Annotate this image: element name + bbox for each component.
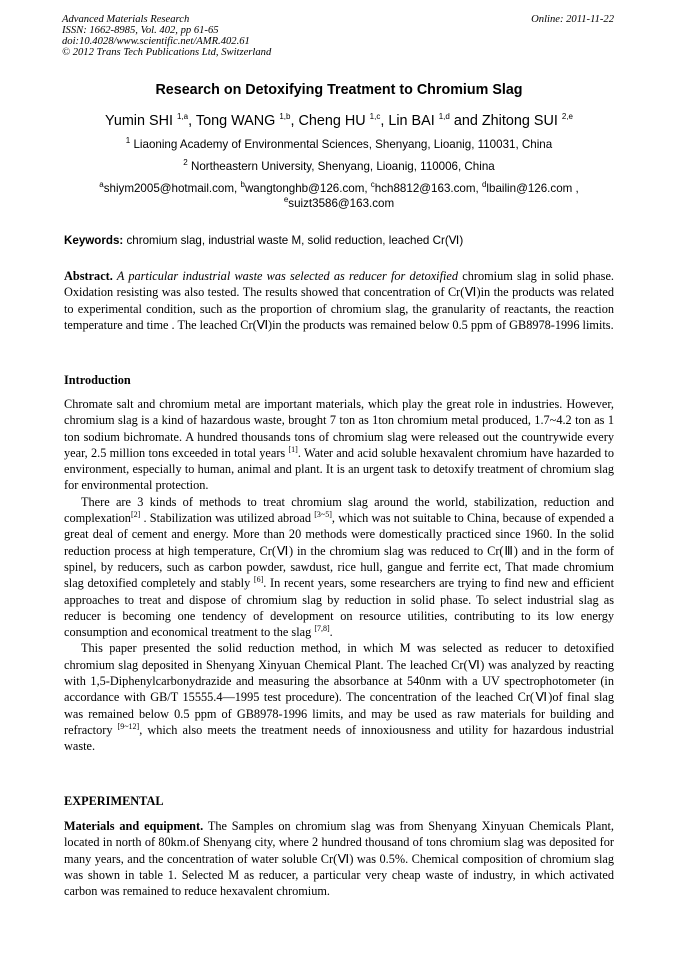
affiliation-mark: 2 [183, 158, 188, 168]
author-affil-mark: 2,e [561, 112, 573, 122]
author-name: Lin BAI [388, 113, 435, 129]
intro-text: This paper presented the solid reduction method, in which M was selected as reducer to detoxified chromium slag deposited in Shenyang Xinyuan Chemical Plant. The leached Cr(Ⅵ) was analyzed by reacting with 1,5-Diphenylcarbonydrazide and measuring the absorbance at 540nm with a UV spectrophotometer (in accordance with GB/T 15555.4—1995 test procedure). The concentration of the leached Cr(Ⅵ)of final slag was remained below 0.5 ppm of GB8978-1996 limits, and may be used as raw materials for building and refractory [64, 641, 614, 737]
email-address[interactable]: shiym2005@hotmail.com, [103, 182, 241, 195]
intro-text: . Water and acid soluble hexavalent chromium have hazarded to environment, especially to human, animal and plant. It is an urgent task to detoxify treatment of chromium slag for environmental protection. [64, 445, 615, 493]
author-name: Yumin SHI [105, 113, 173, 129]
author-separator: , [380, 113, 389, 129]
section-heading-introduction: Introduction [64, 373, 131, 387]
email-address[interactable]: hch8812@163.com, [374, 182, 482, 195]
issn-line: ISSN: 1662-8985, Vol. 402, pp 61-65 [62, 25, 219, 36]
citation[interactable]: [2] [130, 509, 141, 519]
email-mark: d [481, 180, 487, 190]
materials-label: Materials and equipment. [64, 819, 204, 833]
author-list [0, 113, 678, 129]
intro-paragraph-1 [64, 396, 614, 494]
email-mark: a [99, 180, 104, 190]
citation[interactable]: [9~12] [117, 721, 140, 731]
author-separator: , [290, 113, 299, 129]
email-address[interactable]: wangtonghb@126.com, [244, 182, 371, 195]
copyright-line: © 2012 Trans Tech Publications Ltd, Switzerland [62, 47, 272, 58]
author-separator: and [449, 113, 482, 129]
affiliation-text: Liaoning Academy of Environmental Sciences, Shenyang, Lioanig, 110031, China [133, 138, 553, 151]
section-heading-experimental: EXPERIMENTAL [64, 794, 164, 808]
intro-text: . In recent years, some researchers are trying to find new and efficient approaches to treat and dispose of chromium slag by reduction in solid phase. To select industrial slag as reducer is becoming one tendency of development on resource utilities, contributing to its low energy consumption and economical treatment to the slag [64, 576, 614, 640]
citation[interactable]: [6] [253, 575, 264, 585]
citation[interactable]: [1] [288, 444, 298, 454]
email-list [0, 181, 678, 211]
author-name: Tong WANG [195, 113, 276, 129]
abstract-paragraph [64, 268, 614, 333]
intro-text: Chromate salt and chromium metal are important materials, which play the great role in industries. However, chromium slag is a kind of hazardous waste, brought 7 ton as 1ton chromium metal produced, 1.7~4.2 ton as 1 ton sodium bichromate. A hundred thousands tons of chromium slag were released out the countrywide every year, 2.5 million tons exceeded in total years [64, 397, 614, 460]
experimental-paragraph [64, 818, 614, 899]
affiliation-mark: 1 [125, 136, 131, 146]
abstract-text: chromium slag in solid phase. Oxidation resisting was also tested. The results showed that concentration of Cr(Ⅵ)in the products was related to experimental condition, such as the proportion of chromium slag, the granularity of reactants, the reaction temperature and time . The leached Cr(Ⅵ)in the products was remained below 0.5 ppm of GB8978-1996 limits. [64, 269, 614, 332]
online-date: Online: 2011-11-22 [531, 14, 614, 25]
intro-paragraph-3 [64, 640, 614, 754]
author-affil-mark: 1,b [279, 112, 291, 122]
intro-text: , which also meets the treatment needs of innoxiousness and utility for hazardous industrial waste. [64, 722, 614, 754]
email-mark: c [370, 180, 375, 190]
intro-text: There are 3 kinds of methods to treat chromium slag around the world, stabilization, reduction and complexation [64, 494, 614, 526]
introduction-body [64, 396, 614, 755]
abstract-lead: A particular industrial waste was selected as reducer for detoxified [112, 269, 459, 283]
paper-title: Research on Detoxifying Treatment to Chromium Slag [155, 82, 523, 98]
email-address[interactable]: suizt3586@163.com [288, 197, 395, 210]
journal-name: Advanced Materials Research [62, 14, 190, 25]
email-address[interactable]: lbailin@126.com , [486, 182, 579, 195]
intro-paragraph-2 [64, 494, 614, 641]
email-mark: e [283, 195, 289, 205]
author-separator: , [188, 113, 196, 129]
journal-header [62, 14, 271, 58]
keywords-label: Keywords: [64, 234, 124, 247]
citation[interactable]: [3~5] [314, 509, 332, 519]
affiliation-1 [0, 138, 678, 151]
abstract-label: Abstract. [64, 269, 113, 283]
doi-line: doi:10.4028/www.scientific.net/AMR.402.61 [62, 36, 250, 47]
author-affil-mark: 1,d [438, 112, 450, 122]
author-affil-mark: 1,a [177, 112, 189, 122]
author-name: Zhitong SUI [481, 113, 558, 129]
affiliation-text: Northeastern University, Shenyang, Lioanig, 110006, China [190, 160, 495, 173]
intro-text: , which was not suitable to China, because of expended a great deal of cement and energy. More than 20 methods were domestically practiced since 1960. In the solid reduction process at high temperature, Cr(Ⅵ) in the chromium slag was reduced to Cr(Ⅲ) and in the form of spinel, by reducers, such as carbon powder, sawdust, rice hull, gangue and ferrite ect, That made chromium slag detoxified completely and stably [64, 511, 614, 591]
materials-text: The Samples on chromium slag was from Shenyang Xinyuan Chemicals Plant, located in north of 80km.of Shenyang city, where 2 hundred thousand of tons chromium slag was deposited for many years, and the concentration of water soluble Cr(Ⅵ) was 0.5%. Chemical composition of chromium slag was shown in table 1. Selected M as reducer, a particular very cheap waste of industry, in which activated carbon was remained to reduce hexavalent chromium. [64, 819, 614, 899]
citation[interactable]: [7,8] [314, 624, 330, 634]
email-mark: b [240, 180, 245, 190]
author-affil-mark: 1,c [369, 112, 381, 122]
keywords-line [64, 233, 624, 247]
intro-text: . Stabilization was utilized abroad [140, 511, 315, 526]
affiliation-2 [0, 160, 678, 173]
author-name: Cheng HU [298, 113, 366, 129]
keywords-text: chromium slag, industrial waste M, solid reduction, leached Cr(Ⅵ) [123, 234, 464, 247]
intro-text: . [329, 625, 333, 640]
